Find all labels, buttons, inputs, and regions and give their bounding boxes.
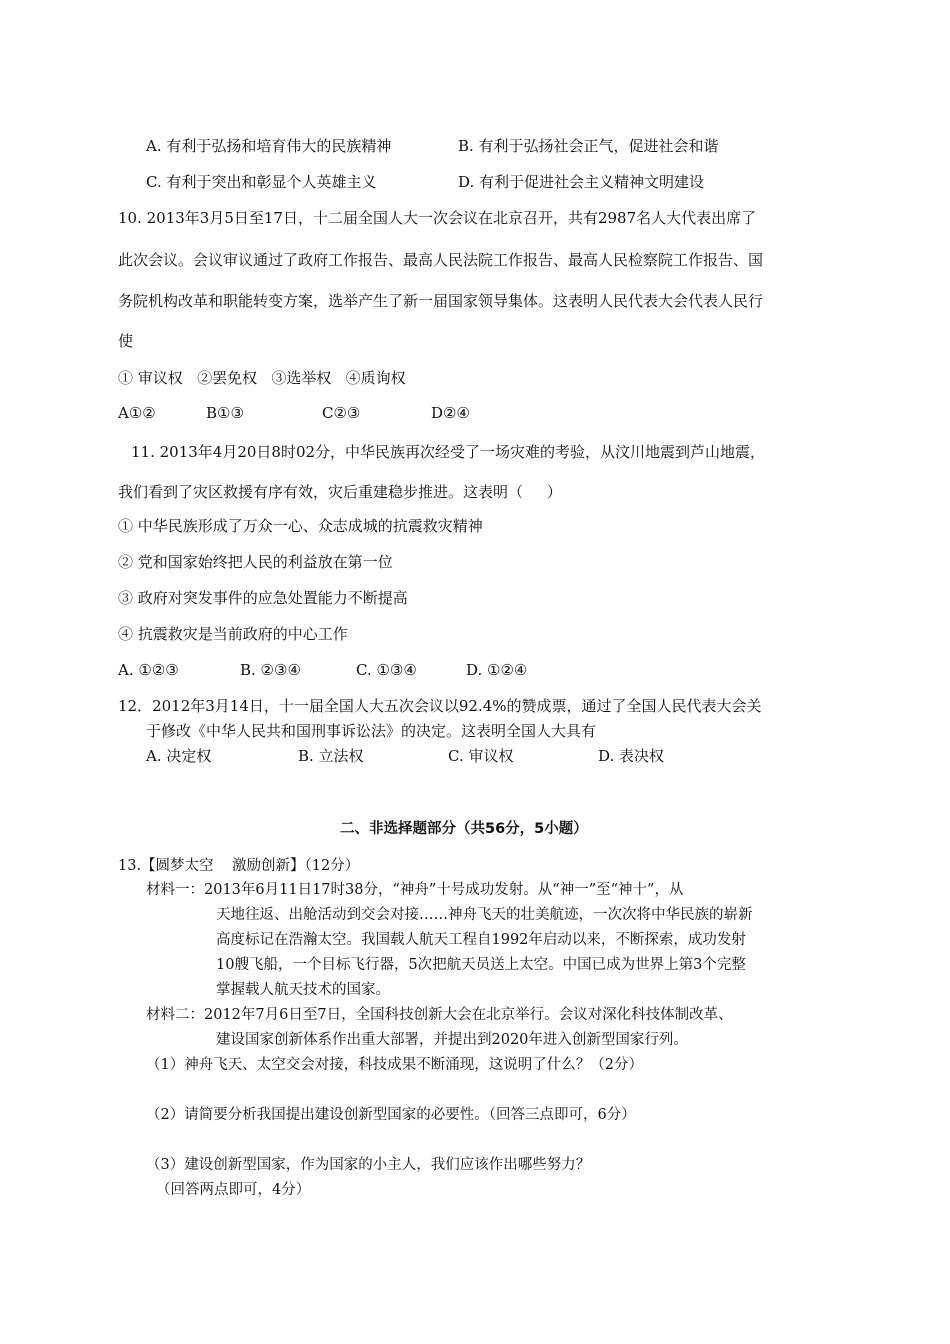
- q11-item-2: ② 党和国家始终把人民的利益放在第一位: [118, 553, 393, 571]
- q11-item-3: ③ 政府对突发事件的应急处置能力不断提高: [118, 589, 408, 607]
- q11-item-4: ④ 抗震救灾是当前政府的中心工作: [118, 625, 348, 643]
- q10-line-4: 使: [118, 332, 134, 350]
- q10-option-b: B①③: [206, 404, 244, 422]
- q11-line-1: 11. 2013年4月20日8时02分，中华民族再次经受了一场灾难的考验，从汶川地震到芦山地震，: [131, 443, 766, 461]
- q10-option-d: D②④: [431, 404, 470, 422]
- q10-line-1: 10. 2013年3月5日至17日，十二届全国人大一次会议在北京召开，共有2987名人大代表出席了: [118, 209, 757, 227]
- q10-line-2: 此次会议。会议审议通过了政府工作报告、最高人民法院工作报告、最高人民检察院工作报告、国: [118, 251, 764, 269]
- q13-sub-question-2: （2）请简要分析我国提出建设创新型国家的必要性。（回答三点即可，6分）: [146, 1107, 636, 1123]
- q10-option-c: C②③: [322, 404, 361, 422]
- q13-material2-line-1: 材料二：2012年7月6日至7日，全国科技创新大会在北京举行。会议对深化科技体制改革、: [146, 1007, 733, 1023]
- q12-option-d: D. 表决权: [598, 747, 665, 765]
- q11-line-2: 我们看到了灾区救援有序有效，灾后重建稳步推进。这表明（ ）: [118, 483, 562, 501]
- q12-option-a: A. 决定权: [146, 747, 212, 765]
- q12-option-c: C. 审议权: [448, 747, 514, 765]
- q13-material1-line-3: 高度标记在浩瀚太空。我国载人航天工程自1992年启动以来，不断探索，成功发射: [216, 932, 746, 948]
- q13-material1-line-1: 材料一：2013年6月11日17时38分，“神舟”十号成功发射。从“神一”至“神十”，从: [146, 882, 684, 898]
- q9-option-b: B. 有利于弘扬社会正气，促进社会和谐: [458, 137, 719, 155]
- q9-option-c: C. 有利于突出和彰显个人英雄主义: [146, 173, 377, 191]
- q12-line-2: 于修改《中华人民共和国刑事诉讼法》的决定。这表明全国人大具有: [146, 722, 597, 740]
- q13-material1-line-5: 掌握载人航天技术的国家。: [216, 982, 390, 998]
- q13-material1-line-2: 天地往返、出舱活动到交会对接……神舟飞天的壮美航迹，一次次将中华民族的崭新: [216, 907, 753, 923]
- q11-option-b: B. ②③④: [240, 661, 301, 679]
- q13-material1-line-4: 10艘飞船，一个目标飞行器，5次把航天员送上太空。中国已成为世界上第3个完整: [216, 957, 746, 973]
- q9-option-d: D. 有利于促进社会主义精神文明建设: [458, 173, 705, 191]
- q11-option-d: D. ①②④: [466, 661, 528, 679]
- q10-line-3: 务院机构改革和职能转变方案，选举产生了新一届国家领导集体。这表明人民代表大会代表人民行: [118, 292, 764, 310]
- q9-option-a: A. 有利于弘扬和培育伟大的民族精神: [146, 137, 392, 155]
- section-heading: 二、非选择题部分（共56分，5小题）: [340, 821, 588, 837]
- q11-option-a: A. ①②③: [118, 661, 179, 679]
- q12-option-b: B. 立法权: [298, 747, 364, 765]
- q10-items: ① 审议权 ②罢免权 ③选举权 ④质询权: [118, 369, 406, 387]
- q11-option-c: C. ①③④: [356, 661, 417, 679]
- q10-option-a: A①②: [118, 404, 156, 422]
- q13-sub-question-3: （3）建设创新型国家，作为国家的小主人，我们应该作出哪些努力？: [146, 1157, 591, 1173]
- q13-material2-line-2: 建设国家创新体系作出重大部署，并提出到2020年进入创新型国家行列。: [216, 1032, 688, 1048]
- q13-sub-question-3-note: （回答两点即可，4分）: [156, 1182, 311, 1198]
- q13-sub-question-1: （1）神舟飞天、太空交会对接，科技成果不断涌现，这说明了什么？（2分）: [146, 1057, 643, 1073]
- q11-item-1: ① 中华民族形成了万众一心、众志成城的抗震救灾精神: [118, 517, 483, 535]
- q12-line-1: 12．2012年3月14日，十一届全国人大五次会议以92.4%的赞成票，通过了全国人民代表大会关: [118, 697, 762, 715]
- q13-title: 13.【圆梦太空 激励创新】（12分）: [118, 858, 360, 874]
